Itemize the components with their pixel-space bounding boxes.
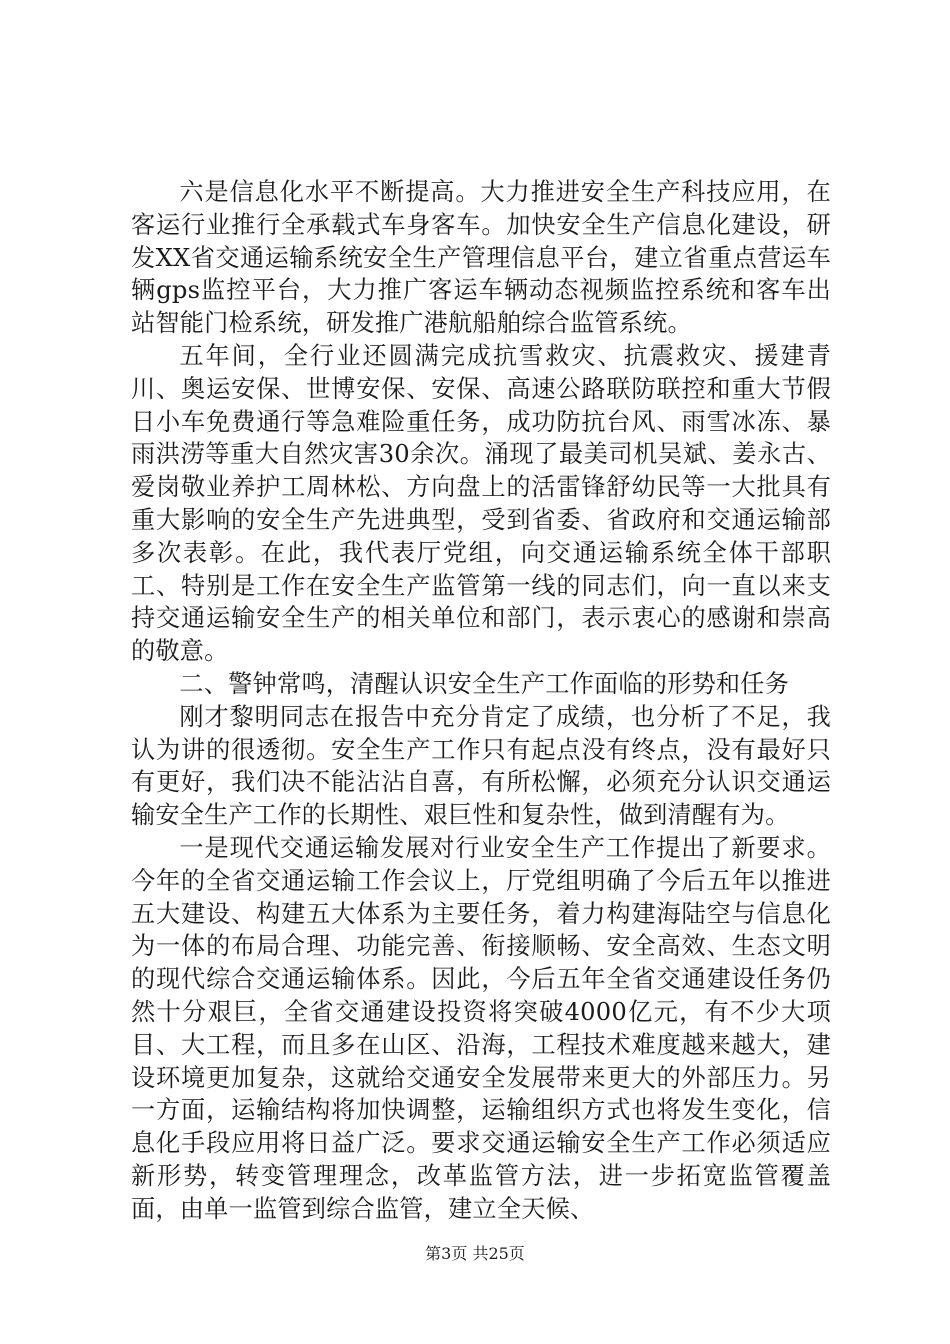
section-heading: 二、警钟常鸣，清醒认识安全生产工作面临的形势和任务 — [179, 669, 790, 698]
paragraph-report-comment: 刚才黎明同志在报告中充分肯定了成绩，也分析了不足，我认为讲的很透彻。安全生产工作只有起点没有终点，没有最好只有更好，我们决不能沾沾自喜，有所松懈，必须充分认识交通运输安全生产工作的长期性、艰巨性和复杂性，做到清醒有为。 — [131, 702, 831, 830]
page-footer: 第3页 共25页 — [425, 1244, 525, 1263]
paragraph-five-years: 五年间，全行业还圆满完成抗雪救灾、抗震救灾、援建青川、奥运安保、世博安保、安保、高速公路联防联控和重大节假日小车免费通行等急难险重任务，成功防抗台风、雨雪冰冻、暴雨洪涝等重大自然灾害30余次。涌现了最美司机吴斌、姜永古、爱岗敬业养护工周林松、方向盘上的活雷锋舒幼民等一大批具有重大影响的安全生产先进典型，受到省委、省政府和交通运输部多次表彰。在此，我代表厅党组，向交通运输系统全体干部职工、特别是工作在安全生产监管第一线的同志们，向一直以来支持交通运输安全生产的相关单位和部门，表示衷心的感谢和崇高的敬意。 — [131, 341, 831, 666]
paragraph-new-requirements: 一是现代交通运输发展对行业安全生产工作提出了新要求。今年的全省交通运输工作会议上，厅党组明确了今后五年以推进五大建设、构建五大体系为主要任务，着力构建海陆空与信息化为一体的布局合理、功能完善、衔接顺畅、安全高效、生态文明的现代综合交通运输体系。因此，今后五年全省交通建设任务仍然十分艰巨，全省交通建设投资将突破4000亿元，有不少大项目、大工程，而且多在山区、沿海，工程技术难度越来越大，建设环境更加复杂，这就给交通安全发展带来更大的外部压力。另一方面，运输结构将加快调整，运输组织方式也将发生变化，信息化手段应用将日益广泛。要求交通运输安全生产工作必须适应新形势，转变管理理念，改革监管方法，进一步拓宽监管覆盖面，由单一监管到综合监管，建立全天候、 — [131, 833, 831, 1223]
paragraph-informatization: 六是信息化水平不断提高。大力推进安全生产科技应用，在客运行业推行全承载式车身客车。加快安全生产信息化建设，研发XX省交通运输系统安全生产管理信息平台，建立省重点营运车辆gps监控平台，大力推广客运车辆动态视频监控系统和客车出站智能门检系统，研发推广港航船舶综合监管系统。 — [131, 178, 831, 338]
document-body — [131, 176, 831, 1226]
